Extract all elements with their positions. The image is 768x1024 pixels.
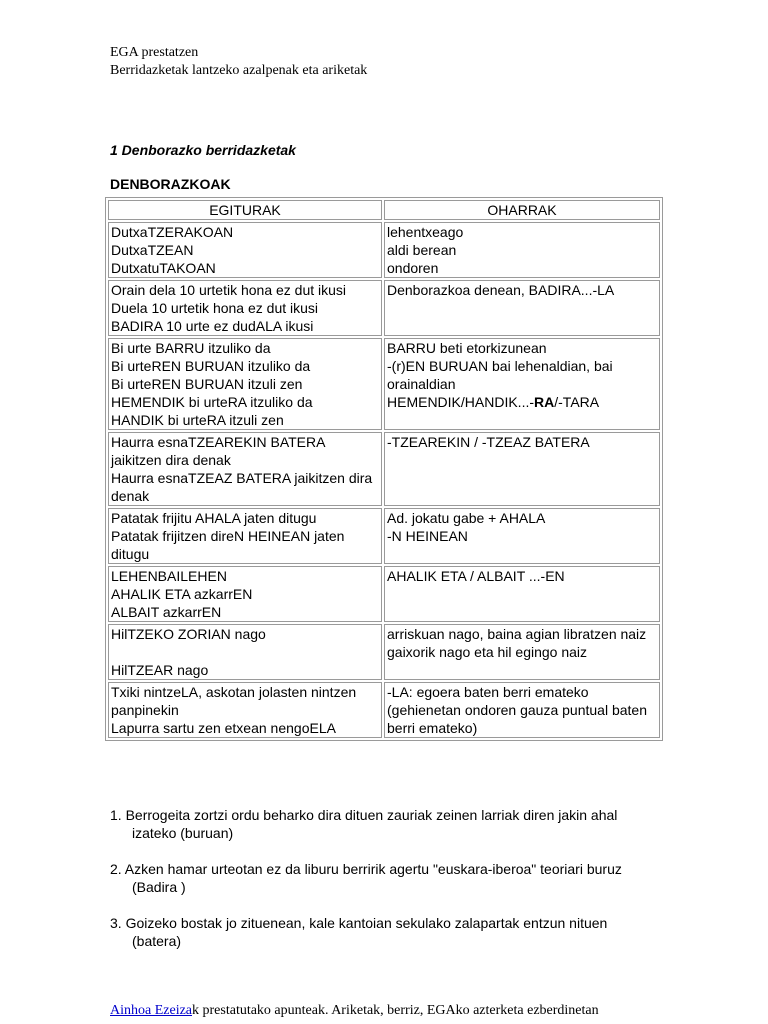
spacer: [111, 643, 379, 661]
table-row: [108, 280, 660, 336]
exercise-item: 1. Berrogeita zortzi ordu beharko dira dituen zauriak zeinen larriak diren jakin ahal izateko (buruan): [110, 807, 618, 841]
table-title: DENBORAZKOAK: [110, 176, 231, 192]
structure-line: Haurra esnaTZEAZ BATERA jaikitzen dira denak: [111, 470, 373, 504]
note-line: AHALIK ETA / ALBAIT ...-EN: [387, 568, 565, 584]
structure-line: HANDIK bi urteRA itzuli zen: [111, 412, 284, 428]
exercise-item: 3. Goizeko bostak jo zituenean, kale kantoian sekulako zalapartak entzun nituen (batera): [110, 915, 608, 949]
structure-line: HilTZEAR nago: [111, 662, 209, 678]
note-prefix: HEMENDIK/HANDIK...-: [387, 394, 535, 410]
table-row: [108, 508, 660, 564]
structures-cell: [108, 508, 382, 564]
structures-cell: [108, 624, 382, 680]
note-line: Ad. jokatu gabe + AHALA: [387, 510, 546, 526]
structures-cell: [108, 682, 382, 738]
structure-line: BADIRA 10 urte ez dudALA ikusi: [111, 318, 314, 334]
note-line: lehentxeago: [387, 224, 464, 240]
structures-table: [105, 197, 663, 741]
note-line: ondoren: [387, 260, 439, 276]
header-notes: OHARRAK: [384, 200, 660, 220]
structure-line: AHALIK ETA azkarrEN: [111, 586, 253, 602]
note-suffix: /-TARA: [554, 394, 600, 410]
exercise-list: [110, 806, 650, 968]
notes-cell: [384, 508, 660, 564]
notes-cell: [384, 338, 660, 430]
note-line: -N HEINEAN: [387, 528, 468, 544]
table-header-row: [108, 200, 660, 220]
structures-cell: [108, 566, 382, 622]
table-row: [108, 682, 660, 738]
section-title: 1 Denborazko berridazketak: [110, 142, 296, 158]
structure-line: DutxatuTAKOAN: [111, 260, 216, 276]
table-row: [108, 566, 660, 622]
structure-line: Patatak frijitu AHALA jaten ditugu: [111, 510, 317, 526]
structures-cell: [108, 432, 382, 506]
structure-line: Bi urteREN BURUAN itzuliko da: [111, 358, 311, 374]
structure-line: Haurra esnaTZEAREKIN BATERA jaikitzen dira denak: [111, 434, 325, 468]
structure-line: Duela 10 urtetik hona ez dut ikusi: [111, 300, 319, 316]
structure-line: HEMENDIK bi urteRA itzuliko da: [111, 394, 313, 410]
structure-line: HilTZEKO ZORIAN nago: [111, 626, 266, 642]
structure-line: DutxaTZEAN: [111, 242, 194, 258]
notes-cell: [384, 432, 660, 506]
footer: [110, 1003, 599, 1019]
notes-cell: [384, 566, 660, 622]
structures-cell: [108, 338, 382, 430]
structure-line: Lapurra sartu zen etxean nengoELA: [111, 720, 336, 736]
note-line: arriskuan nago, baina agian libratzen naiz: [387, 626, 647, 642]
structure-line: Patatak frijitzen direN HEINEAN jaten ditugu: [111, 528, 345, 562]
structure-line: Txiki nintzeLA, askotan jolasten nintzen panpinekin: [111, 684, 357, 718]
notes-cell: [384, 280, 660, 336]
note-line: (gehienetan ondoren gauza puntual baten berri emateko): [387, 702, 647, 736]
note-line: Denborazkoa denean, BADIRA...-LA: [387, 282, 615, 298]
structures-cell: [108, 280, 382, 336]
notes-cell: [384, 682, 660, 738]
structure-line: Orain dela 10 urtetik hona ez dut ikusi: [111, 282, 347, 298]
note-line: BARRU beti etorkizunean: [387, 340, 547, 356]
exercise-item: 2. Azken hamar urteotan ez da liburu berririk agertu "euskara-iberoa" teoriari buruz (Badira ): [110, 861, 622, 895]
table-row: [108, 432, 660, 506]
structure-line: Bi urteREN BURUAN itzuli zen: [111, 376, 303, 392]
structure-line: Bi urte BARRU itzuliko da: [111, 340, 271, 356]
table-row: [108, 222, 660, 278]
note-line: [387, 393, 657, 411]
structure-line: DutxaTZERAKOAN: [111, 224, 234, 240]
table-row: [108, 338, 660, 430]
document-header: [110, 44, 367, 80]
note-bold-suffix: RA: [534, 394, 555, 410]
notes-cell: [384, 222, 660, 278]
header-line-2: Berridazketak lantzeko azalpenak eta ariketak: [110, 63, 368, 78]
footer-text: k prestatutako apunteak. Ariketak, berriz, EGAko azterketa ezberdinetan: [192, 1003, 599, 1018]
note-line: aldi berean: [387, 242, 457, 258]
header-structures: EGITURAK: [108, 200, 382, 220]
structures-cell: [108, 222, 382, 278]
header-line-1: EGA prestatzen: [110, 45, 199, 60]
note-line: -(r)EN BURUAN bai lehenaldian, bai orainaldian: [387, 358, 613, 392]
structure-line: ALBAIT azkarrEN: [111, 604, 222, 620]
author-link[interactable]: Ainhoa Ezeiza: [110, 1003, 193, 1018]
note-line: gaixorik nago eta hil egingo naiz: [387, 644, 588, 660]
note-line: -TZEAREKIN / -TZEAZ BATERA: [387, 434, 590, 450]
notes-cell: [384, 624, 660, 680]
table-row: [108, 624, 660, 680]
structure-line: LEHENBAILEHEN: [111, 568, 227, 584]
note-line: -LA: egoera baten berri emateko: [387, 684, 589, 700]
